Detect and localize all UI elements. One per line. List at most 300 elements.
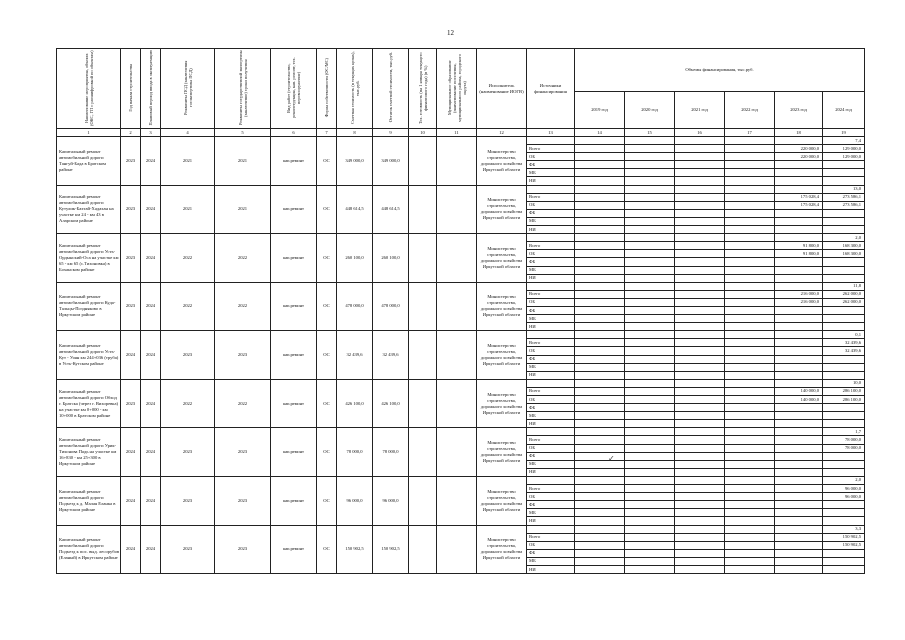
work-type: кап.ремонт <box>271 525 317 574</box>
source-cell <box>527 428 575 436</box>
amount-2023 <box>775 169 823 177</box>
column-number: 15 <box>625 129 675 137</box>
amount-cell <box>575 153 625 161</box>
header-psd: Реквизиты ПСД (заключения госэкспертизы ПСД) <box>161 49 215 129</box>
executor: Министерство строительства, дорожного хозяйства Иркутской области <box>477 525 527 574</box>
amount-2024 <box>823 323 865 331</box>
amount-2024: 150 902,5 <box>823 541 865 549</box>
amount-cell <box>625 412 675 420</box>
amount-cell <box>575 161 625 169</box>
amount-2023: 216 000,0 <box>775 290 823 298</box>
amount-2023 <box>775 404 823 412</box>
amount-2024: 78 000,0 <box>823 436 865 444</box>
amount-cell <box>675 209 725 217</box>
psd-year: 2023 <box>161 428 215 477</box>
amount-cell <box>625 282 675 290</box>
cost-balance: 96 000,0 <box>373 476 409 525</box>
amount-cell <box>725 193 775 201</box>
amount-2023 <box>775 501 823 509</box>
amount-cell <box>725 339 775 347</box>
amount-2024: 273 586,1 <box>823 193 865 201</box>
amount-2024: 168 300,0 <box>823 242 865 250</box>
amount-2023 <box>775 412 823 420</box>
amount-cell <box>575 541 625 549</box>
work-type: кап.ремонт <box>271 428 317 477</box>
municipality <box>437 282 477 331</box>
header-funding-source: Источники финансирования <box>527 49 575 129</box>
amount-cell <box>575 565 625 573</box>
municipality <box>437 137 477 186</box>
header-start-year: Год начала строительства <box>121 49 141 129</box>
amount-cell <box>725 371 775 379</box>
executor: Министерство строительства, дорожного хозяйства Иркутской области <box>477 428 527 477</box>
amount-cell <box>725 323 775 331</box>
executor: Министерство строительства, дорожного хозяйства Иркутской области <box>477 137 527 186</box>
funding-source: ФБ <box>527 355 575 363</box>
header-year: 2024 год <box>823 92 865 129</box>
amount-cell <box>575 460 625 468</box>
funding-source: ОБ <box>527 347 575 355</box>
amount-cell <box>625 177 675 185</box>
amount-cell <box>675 412 725 420</box>
funding-source: НИ <box>527 565 575 573</box>
amount-cell <box>575 274 625 282</box>
amount-cell <box>725 363 775 371</box>
amount-2024: 286 100,0 <box>823 396 865 404</box>
amount-cell <box>575 137 625 145</box>
column-number: 2 <box>121 129 141 137</box>
amount-cell <box>675 404 725 412</box>
amount-cell <box>675 258 725 266</box>
amount-cell <box>725 250 775 258</box>
amount-cell <box>675 428 725 436</box>
amount-cell <box>625 557 675 565</box>
amount-cell <box>675 193 725 201</box>
amount-cell <box>725 428 775 436</box>
amount-cell <box>675 420 725 428</box>
amount-2024: 273 586,1 <box>823 201 865 209</box>
column-number: 1 <box>57 129 121 137</box>
amount-cell <box>575 355 625 363</box>
page-number: 12 <box>447 29 454 37</box>
amount-cell <box>725 444 775 452</box>
amount-cell <box>675 387 725 395</box>
amount-cell <box>575 266 625 274</box>
funding-source: ФБ <box>527 549 575 557</box>
amount-cell <box>575 226 625 234</box>
amount-cell <box>575 201 625 209</box>
cost-balance: 32 439,6 <box>373 331 409 380</box>
funding-source: Всего <box>527 339 575 347</box>
amount-cell <box>775 428 823 436</box>
amount-2024 <box>823 371 865 379</box>
amount-cell <box>725 331 775 339</box>
tech-readiness-empty <box>409 476 437 525</box>
amount-2024 <box>823 509 865 517</box>
commission-year: 2024 <box>141 234 161 283</box>
tech-readiness-percent: 11,8 <box>823 282 865 290</box>
header-year: 2020 год <box>625 92 675 129</box>
amount-cell <box>725 282 775 290</box>
amount-cell <box>725 217 775 225</box>
amount-cell <box>625 250 675 258</box>
amount-2023 <box>775 347 823 355</box>
amount-cell <box>675 355 725 363</box>
amount-2023: 220 000,0 <box>775 153 823 161</box>
funding-source: МБ <box>527 460 575 468</box>
amount-cell <box>725 396 775 404</box>
amount-cell <box>675 290 725 298</box>
funding-source: ФБ <box>527 452 575 460</box>
amount-cell <box>575 347 625 355</box>
amount-cell <box>725 234 775 242</box>
amount-cell <box>675 436 725 444</box>
commission-year: 2024 <box>141 282 161 331</box>
column-number: 3 <box>141 129 161 137</box>
amount-cell <box>675 177 725 185</box>
amount-2023: 91 800,0 <box>775 250 823 258</box>
amount-cell <box>725 306 775 314</box>
estimated-cost: 478 000,0 <box>337 282 373 331</box>
amount-cell <box>575 452 625 460</box>
amount-2023 <box>775 468 823 476</box>
executor: Министерство строительства, дорожного хозяйства Иркутской области <box>477 476 527 525</box>
amount-2024 <box>823 274 865 282</box>
amount-cell <box>575 396 625 404</box>
funding-source: ОБ <box>527 298 575 306</box>
start-year: 2024 <box>121 525 141 574</box>
amount-cell <box>575 185 625 193</box>
ownership: ОС <box>317 428 337 477</box>
amount-cell <box>575 533 625 541</box>
funding-source: ФБ <box>527 404 575 412</box>
funding-source: МБ <box>527 315 575 323</box>
expertise-year: 2023 <box>215 476 271 525</box>
cost-balance: 448 614,5 <box>373 185 409 234</box>
municipality <box>437 428 477 477</box>
amount-2023 <box>775 274 823 282</box>
funding-source: ОБ <box>527 493 575 501</box>
amount-2023: 216 000,0 <box>775 298 823 306</box>
funding-source: Всего <box>527 485 575 493</box>
funding-source: МБ <box>527 363 575 371</box>
object-name: Капитальный ремонт автомобильной дороги Кутулик-Бахтай-Хадахан на участке км 24 - км 43 в Аларском районе <box>57 185 121 234</box>
funding-source: ФБ <box>527 501 575 509</box>
amount-2024 <box>823 452 865 460</box>
object-row <box>57 525 865 533</box>
column-number: 11 <box>437 129 477 137</box>
amount-cell <box>725 201 775 209</box>
ownership: ОС <box>317 185 337 234</box>
amount-2024: 129 000,0 <box>823 153 865 161</box>
work-type: кап.ремонт <box>271 282 317 331</box>
tech-readiness-percent: 7,4 <box>823 137 865 145</box>
header-municipality: Муниципальное образование (наименование поселения, муниципального района, городского округа) <box>437 49 477 129</box>
funding-source: ОБ <box>527 201 575 209</box>
expertise-year: 2023 <box>215 331 271 380</box>
amount-2023 <box>775 258 823 266</box>
amount-cell <box>575 485 625 493</box>
amount-cell <box>575 404 625 412</box>
amount-cell <box>625 226 675 234</box>
object-row <box>57 379 865 387</box>
amount-cell <box>725 347 775 355</box>
amount-cell <box>675 460 725 468</box>
object-name: Капитальный ремонт автомобильной дороги Подъезд к пос. выд. лесорубов (Еланый) в Иркутском районе <box>57 525 121 574</box>
amount-cell <box>625 234 675 242</box>
funding-source: ОБ <box>527 444 575 452</box>
amount-2023 <box>775 485 823 493</box>
amount-cell <box>675 185 725 193</box>
object-row <box>57 137 865 145</box>
amount-cell <box>725 274 775 282</box>
amount-cell <box>625 153 675 161</box>
amount-2024 <box>823 468 865 476</box>
amount-cell <box>625 420 675 428</box>
ownership: ОС <box>317 137 337 186</box>
amount-cell <box>575 517 625 525</box>
header-work-type: Вид работ (строительство, реконструкция, кап. ремонт, тех. перевооружение) <box>271 49 317 129</box>
amount-2023 <box>775 533 823 541</box>
funding-source: Всего <box>527 290 575 298</box>
column-number: 9 <box>373 129 409 137</box>
source-cell <box>527 379 575 387</box>
amount-2024 <box>823 460 865 468</box>
header-name: Наименование мероприятия, объекта (ОКС, ГП с расшифровкой по объектам) <box>57 49 121 129</box>
amount-2023 <box>775 420 823 428</box>
amount-cell <box>575 501 625 509</box>
amount-cell <box>725 557 775 565</box>
psd-year: 2023 <box>161 331 215 380</box>
column-number: 14 <box>575 129 625 137</box>
tech-readiness-empty <box>409 137 437 186</box>
amount-2024 <box>823 258 865 266</box>
expertise-year: 2022 <box>215 379 271 428</box>
cost-balance: 260 100,0 <box>373 234 409 283</box>
amount-cell <box>725 145 775 153</box>
amount-cell <box>575 387 625 395</box>
tech-readiness-percent: 2,0 <box>823 476 865 484</box>
amount-cell <box>575 339 625 347</box>
commission-year: 2024 <box>141 331 161 380</box>
amount-cell <box>725 404 775 412</box>
amount-cell <box>725 161 775 169</box>
amount-cell <box>725 468 775 476</box>
psd-year: 2023 <box>161 525 215 574</box>
amount-cell <box>625 436 675 444</box>
municipality <box>437 331 477 380</box>
header-expertise: Реквизиты государственной экспертизы (заключение) сроки получения <box>215 49 271 129</box>
amount-cell <box>725 177 775 185</box>
amount-cell <box>675 557 725 565</box>
amount-2024 <box>823 161 865 169</box>
amount-cell <box>625 169 675 177</box>
amount-cell <box>625 258 675 266</box>
amount-cell <box>575 509 625 517</box>
amount-cell <box>625 137 675 145</box>
amount-cell <box>775 331 823 339</box>
amount-cell <box>775 476 823 484</box>
funding-source: МБ <box>527 169 575 177</box>
work-type: кап.ремонт <box>271 331 317 380</box>
municipality <box>437 185 477 234</box>
amount-2023 <box>775 339 823 347</box>
amount-cell <box>675 517 725 525</box>
amount-cell <box>725 460 775 468</box>
column-number: 19 <box>823 129 865 137</box>
amount-2024 <box>823 404 865 412</box>
funding-source: МБ <box>527 412 575 420</box>
funding-source: НИ <box>527 177 575 185</box>
start-year: 2024 <box>121 476 141 525</box>
work-type: кап.ремонт <box>271 137 317 186</box>
amount-cell <box>575 145 625 153</box>
header-commission-period: Плановый период ввода в эксплуатацию <box>141 49 161 129</box>
object-name: Капитальный ремонт автомобильной дороги Усть-Кут - Уоян км 244+036 (труба) в Усть-Кутском районе <box>57 331 121 380</box>
municipality <box>437 476 477 525</box>
amount-cell <box>675 331 725 339</box>
amount-2024 <box>823 412 865 420</box>
object-row <box>57 476 865 484</box>
estimated-cost: 96 000,0 <box>337 476 373 525</box>
tech-readiness-percent: 13,0 <box>823 185 865 193</box>
amount-cell <box>575 436 625 444</box>
amount-cell <box>625 306 675 314</box>
amount-2023 <box>775 371 823 379</box>
amount-2024 <box>823 306 865 314</box>
amount-2024: 78 000,0 <box>823 444 865 452</box>
amount-cell <box>675 201 725 209</box>
amount-2023: 175 028,4 <box>775 201 823 209</box>
psd-year: 2023 <box>161 476 215 525</box>
estimated-cost: 426 100,0 <box>337 379 373 428</box>
amount-cell <box>725 209 775 217</box>
amount-cell <box>725 379 775 387</box>
amount-cell <box>675 323 725 331</box>
amount-cell <box>625 517 675 525</box>
work-type: кап.ремонт <box>271 379 317 428</box>
expertise-year: 2021 <box>215 137 271 186</box>
amount-cell <box>625 242 675 250</box>
expertise-year: 2021 <box>215 185 271 234</box>
amount-cell <box>625 315 675 323</box>
amount-cell <box>575 379 625 387</box>
amount-cell <box>575 315 625 323</box>
amount-2024 <box>823 355 865 363</box>
amount-cell <box>575 331 625 339</box>
header-row <box>57 49 865 92</box>
amount-2023 <box>775 436 823 444</box>
commission-year: 2024 <box>141 137 161 186</box>
amount-cell <box>725 509 775 517</box>
object-row <box>57 331 865 339</box>
amount-2023 <box>775 306 823 314</box>
psd-year: 2022 <box>161 234 215 283</box>
header-year: 2019 год <box>575 92 625 129</box>
amount-2024: 129 000,0 <box>823 145 865 153</box>
funding-source: Всего <box>527 533 575 541</box>
amount-cell <box>575 428 625 436</box>
amount-2024 <box>823 420 865 428</box>
start-year: 2023 <box>121 137 141 186</box>
amount-cell <box>575 420 625 428</box>
column-number: 10 <box>409 129 437 137</box>
amount-2023 <box>775 217 823 225</box>
amount-2024: 150 902,5 <box>823 533 865 541</box>
tech-readiness-percent: 0,1 <box>823 331 865 339</box>
amount-2024: 96 000,0 <box>823 485 865 493</box>
tech-readiness-percent: 3,3 <box>823 525 865 533</box>
amount-cell <box>775 234 823 242</box>
header-year: 2022 год <box>725 92 775 129</box>
commission-year: 2024 <box>141 476 161 525</box>
amount-2023 <box>775 209 823 217</box>
amount-cell <box>725 476 775 484</box>
amount-2024 <box>823 501 865 509</box>
tech-readiness-empty <box>409 331 437 380</box>
amount-2024: 168 300,0 <box>823 250 865 258</box>
amount-cell <box>725 452 775 460</box>
amount-cell <box>675 153 725 161</box>
amount-cell <box>725 541 775 549</box>
amount-2024: 286 100,0 <box>823 387 865 395</box>
object-name: Капитальный ремонт автомобильной дороги Куда-Тальцы-Поздняково в Иркутском районе <box>57 282 121 331</box>
funding-source: Всего <box>527 436 575 444</box>
ownership: ОС <box>317 331 337 380</box>
amount-2023: 140 000,0 <box>775 387 823 395</box>
amount-cell <box>675 306 725 314</box>
amount-cell <box>725 517 775 525</box>
amount-2023 <box>775 565 823 573</box>
source-cell <box>527 525 575 533</box>
amount-cell <box>625 371 675 379</box>
cost-balance: 478 000,0 <box>373 282 409 331</box>
amount-cell <box>625 347 675 355</box>
amount-cell <box>675 444 725 452</box>
amount-cell <box>675 371 725 379</box>
tech-readiness-percent: 1,7 <box>823 428 865 436</box>
executor: Министерство строительства, дорожного хозяйства Иркутской области <box>477 185 527 234</box>
tech-readiness-empty <box>409 282 437 331</box>
pen-tick-mark: ✓ <box>608 454 615 463</box>
estimated-cost: 150 902,5 <box>337 525 373 574</box>
ownership: ОС <box>317 525 337 574</box>
column-number: 7 <box>317 129 337 137</box>
cost-balance: 78 000,0 <box>373 428 409 477</box>
amount-2024: 96 000,0 <box>823 493 865 501</box>
amount-cell <box>625 404 675 412</box>
estimated-cost: 78 000,0 <box>337 428 373 477</box>
amount-cell <box>625 266 675 274</box>
financing-table <box>56 48 865 574</box>
amount-cell <box>675 549 725 557</box>
header-executor: Исполнитель (наименование ИОГВ) <box>477 49 527 129</box>
amount-cell <box>675 266 725 274</box>
amount-cell <box>725 485 775 493</box>
expertise-year: 2023 <box>215 428 271 477</box>
funding-source: ФБ <box>527 209 575 217</box>
tech-readiness-empty <box>409 379 437 428</box>
work-type: кап.ремонт <box>271 234 317 283</box>
work-type: кап.ремонт <box>271 476 317 525</box>
amount-2023 <box>775 161 823 169</box>
amount-cell <box>575 298 625 306</box>
amount-2023 <box>775 444 823 452</box>
amount-cell <box>775 185 823 193</box>
object-name: Капитальный ремонт автомобильной дороги Усть-Ордынский-Оса на участке км 65 - км 65 (с.Тихоновка) в Боханском районе <box>57 234 121 283</box>
amount-cell <box>725 436 775 444</box>
executor: Министерство строительства, дорожного хозяйства Иркутской области <box>477 282 527 331</box>
